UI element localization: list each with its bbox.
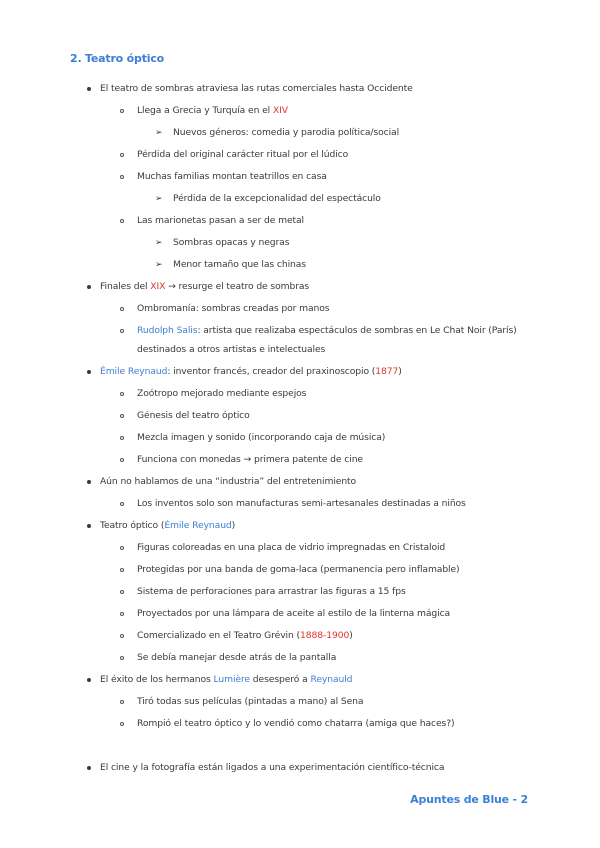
- bullet: [120, 568, 124, 572]
- list-item: Ombromanía: sombras creadas por manos: [137, 303, 330, 314]
- year-1877: 1877: [375, 366, 399, 377]
- arrow-bullet-icon: ➢: [155, 260, 163, 270]
- list-item: Pérdida de la excepcionalidad del espectáculo: [173, 193, 381, 204]
- bullet: [120, 700, 124, 704]
- list-item: Funciona con monedas → primera patente de cine: [137, 454, 363, 465]
- list-item: Menor tamaño que las chinas: [173, 259, 306, 270]
- bullet: [120, 458, 124, 462]
- arrow-bullet-icon: ➢: [155, 194, 163, 204]
- name-emile-reynaud: Émile Reynaud: [164, 520, 232, 531]
- bullet: [120, 634, 124, 638]
- list-item: Se debía manejar desde atrás de la pantalla: [137, 652, 337, 663]
- list-item: [137, 105, 288, 117]
- list-item: Mezcla imagen y sonido (incorporando caja de música): [137, 432, 386, 443]
- bullet: [87, 678, 91, 682]
- bullet: [87, 285, 91, 289]
- list-item: Proyectados por una lámpara de aceite al estilo de la linterna mágica: [137, 608, 451, 619]
- bullet: [120, 656, 124, 660]
- list-item: Rudolph Salis: artista que realizaba espectáculos de sombras en Le Chat Noir (París): [137, 325, 517, 336]
- list-item: Sombras opacas y negras: [173, 237, 290, 248]
- list-item-continuation: destinados a otros artistas e intelectuales: [137, 344, 326, 355]
- page-footer: Apuntes de Blue - 2: [410, 793, 528, 806]
- bullet: [87, 524, 91, 528]
- list-item: Pérdida del original carácter ritual por el lúdico: [137, 149, 349, 160]
- list-item: Muchas familias montan teatrillos en casa: [137, 171, 327, 182]
- bullet: [120, 612, 124, 616]
- list-item: Protegidas por una banda de goma-laca (permanencia pero inflamable): [137, 564, 460, 575]
- century-xix: XIX: [150, 281, 166, 292]
- bullet: [120, 175, 124, 179]
- list-item: El teatro de sombras atraviesa las rutas comerciales hasta Occidente: [100, 83, 413, 94]
- arrow-bullet-icon: ➢: [155, 128, 163, 138]
- list-item: El éxito de los hermanos Lumière desesperó a Reynauld: [100, 674, 353, 685]
- list-item: Aún no hablamos de una “industria” del entretenimiento: [100, 476, 357, 487]
- list-item: Los inventos solo son manufacturas semi-artesanales destinadas a niños: [137, 498, 466, 509]
- bullet: [120, 722, 124, 726]
- bullet: [120, 546, 124, 550]
- list-item: Zoótropo mejorado mediante espejos: [137, 388, 307, 399]
- list-item: Émile Reynaud: inventor francés, creador del praxinoscopio (1877): [100, 366, 402, 377]
- name-rudolph-salis: Rudolph Salis: [137, 325, 198, 336]
- list-item: Figuras coloreadas en una placa de vidrio impregnadas en Cristaloid: [137, 542, 446, 553]
- bullet: [120, 307, 124, 311]
- bullet: [120, 329, 124, 333]
- bullet: [120, 502, 124, 506]
- bullet: [120, 414, 124, 418]
- name-lumiere: Lumière: [213, 674, 250, 685]
- name-emile-reynaud: Émile Reynaud: [100, 366, 168, 377]
- century-xiv: XIV: [272, 105, 288, 116]
- name-reynauld: Reynauld: [310, 674, 353, 685]
- bullet: [120, 590, 124, 594]
- list-item: Finales del XIX → resurge el teatro de sombras: [100, 281, 310, 292]
- list-item: Tiró todas sus películas (pintadas a mano) al Sena: [137, 696, 364, 707]
- bullet: [120, 219, 124, 223]
- list-item: Génesis del teatro óptico: [137, 410, 250, 421]
- bullet: [120, 153, 124, 157]
- bullet: [120, 392, 124, 396]
- list-item: Rompió el teatro óptico y lo vendió como chatarra (amiga que haces?): [137, 718, 455, 729]
- list-item: Las marionetas pasan a ser de metal: [137, 215, 305, 226]
- text: Llega a Grecia y Turquía en el: [137, 105, 273, 116]
- list-item: El cine y la fotografía están ligados a una experimentación científico-técnica: [100, 762, 445, 773]
- bullet: [87, 766, 91, 770]
- list-item: Sistema de perforaciones para arrastrar las figuras a 15 fps: [137, 586, 406, 597]
- bullet: [120, 109, 124, 113]
- years-1888-1900: 1888-1900: [300, 630, 350, 641]
- bullet: [87, 87, 91, 91]
- section-title: 2. Teatro óptico: [70, 52, 164, 65]
- list-item: Nuevos géneros: comedia y parodia política/social: [173, 127, 400, 138]
- bullet: [120, 436, 124, 440]
- arrow-bullet-icon: ➢: [155, 238, 163, 248]
- list-item: Teatro óptico (Émile Reynaud): [100, 520, 236, 531]
- bullet: [87, 370, 91, 374]
- list-item: Comercializado en el Teatro Grévin (1888-1900): [137, 630, 353, 641]
- bullet: [87, 480, 91, 484]
